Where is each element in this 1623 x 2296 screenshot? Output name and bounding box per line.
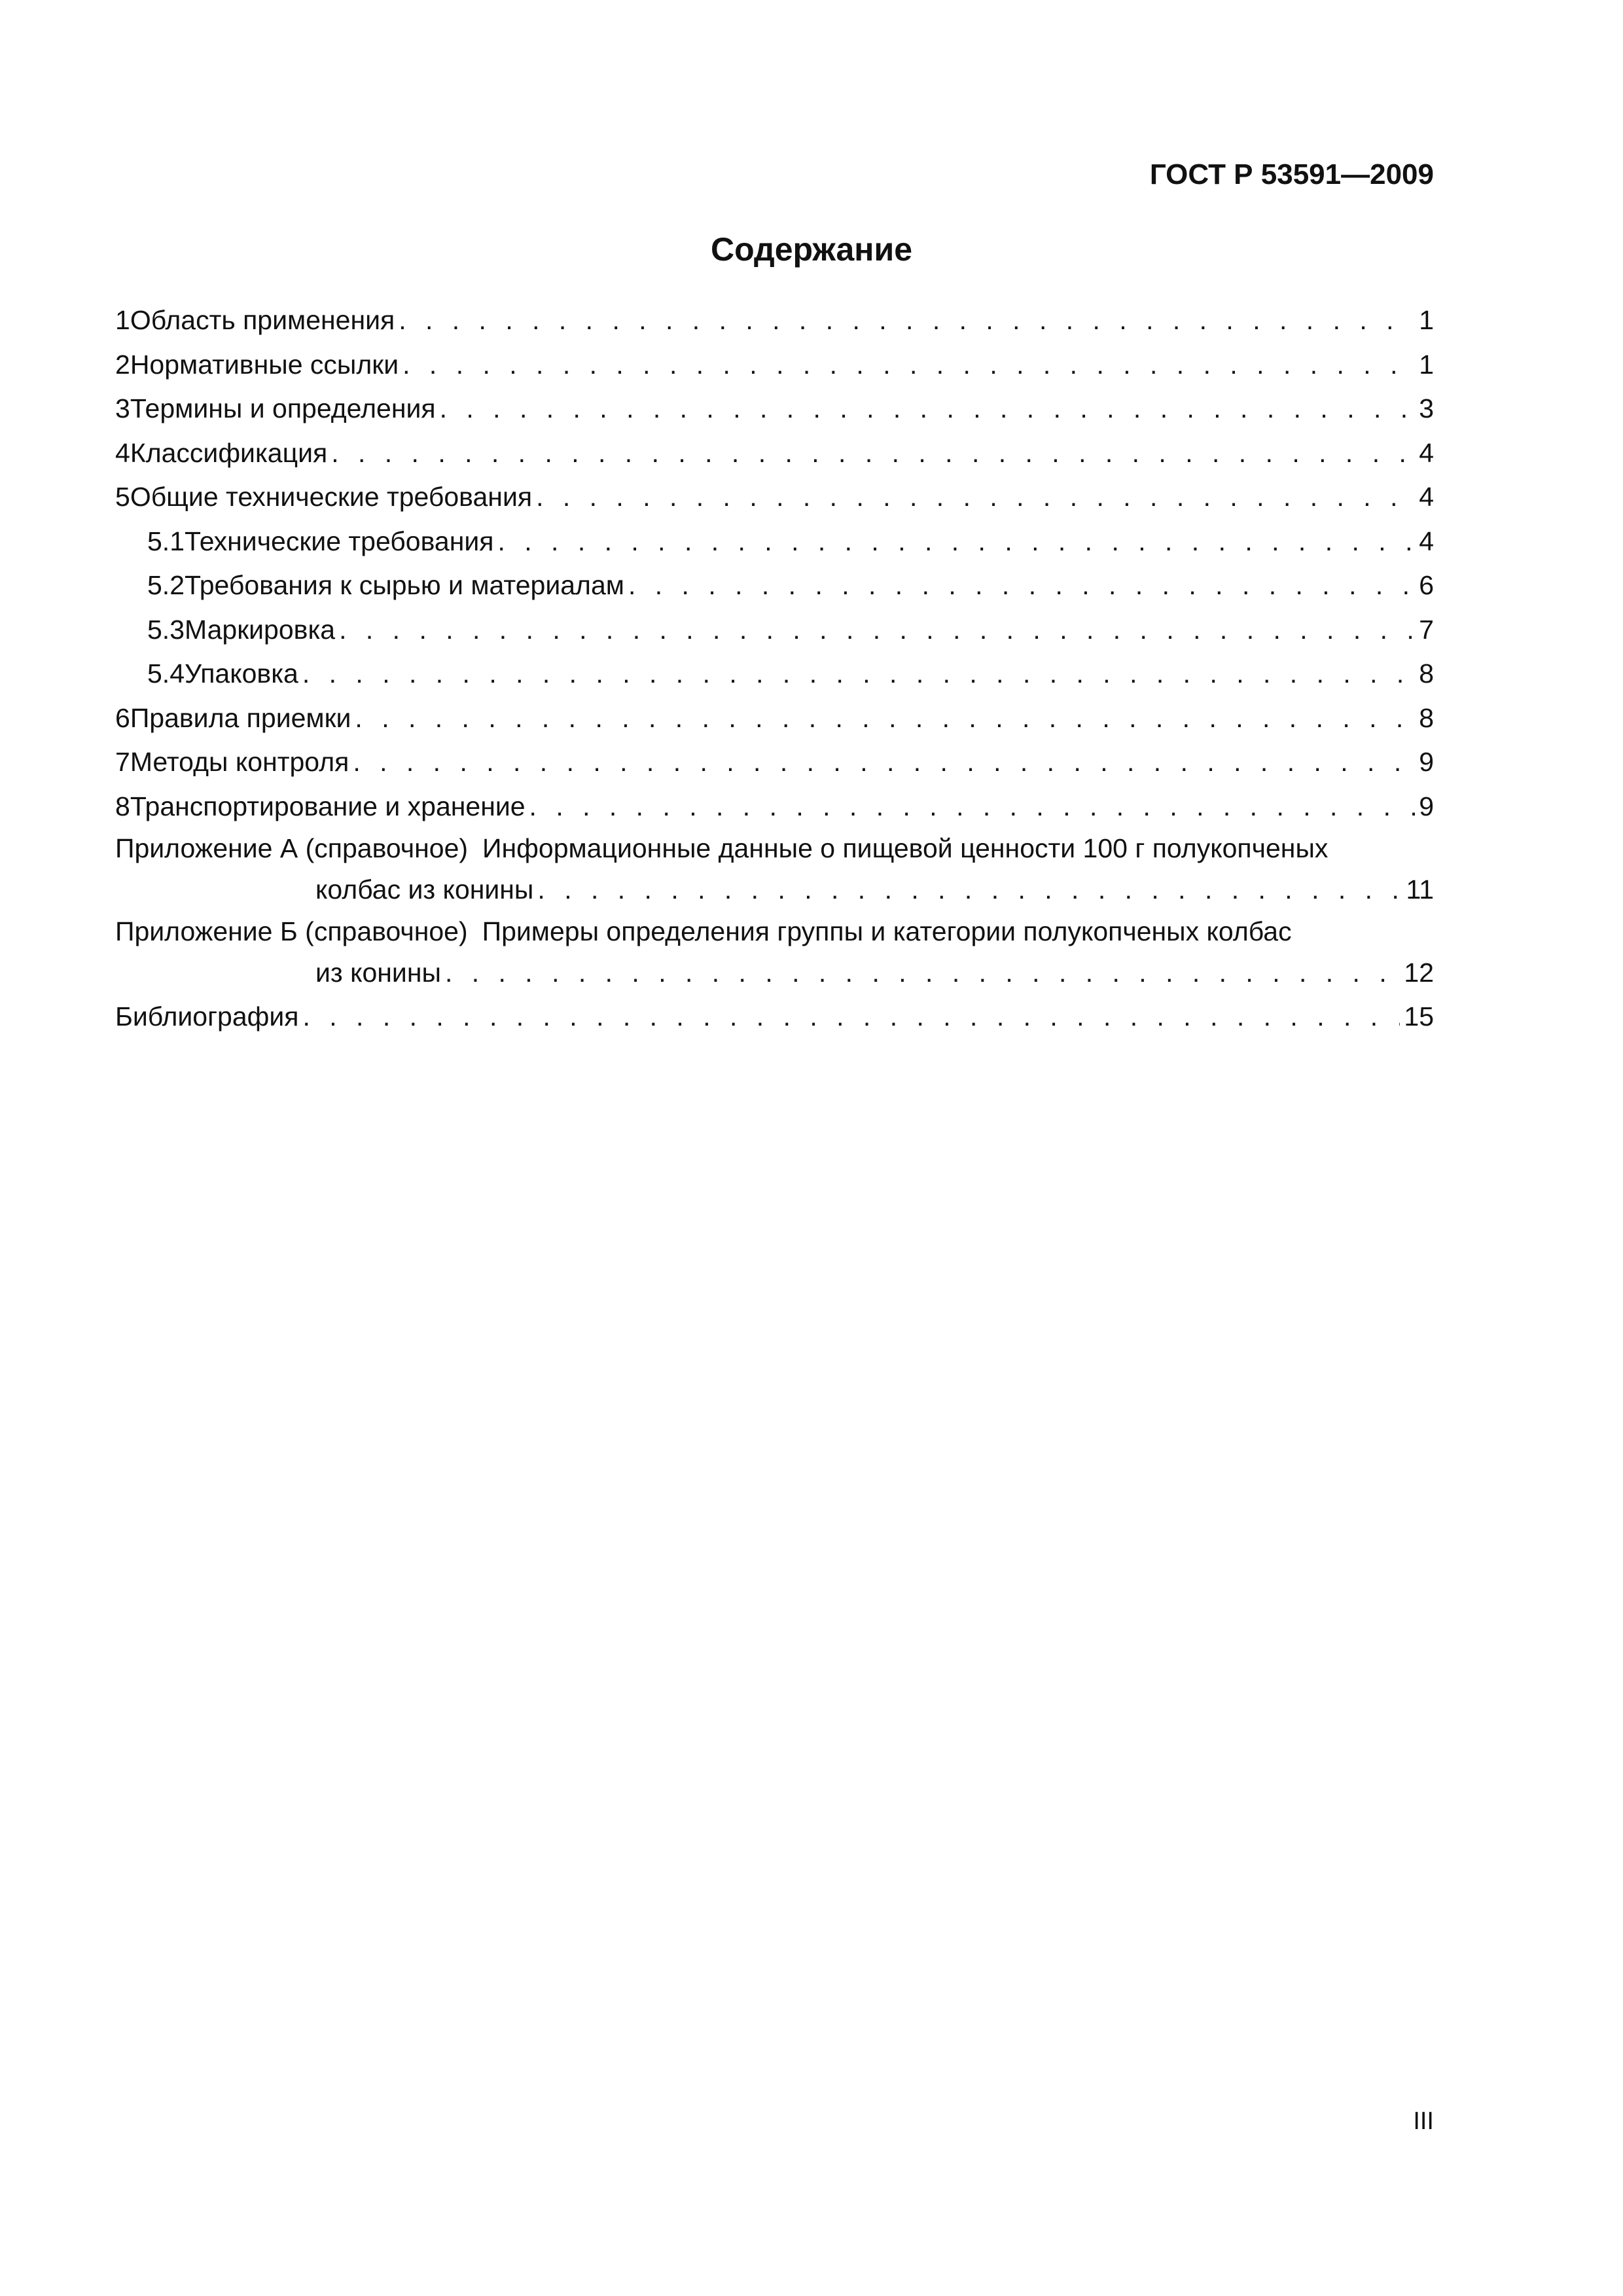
toc-entry-title: Общие технические требования: [130, 482, 533, 512]
annex-first-line: [115, 829, 1434, 868]
toc-entry-page: 8: [1419, 702, 1434, 733]
toc-entry-page: 6: [1419, 570, 1434, 600]
toc-subentry[interactable]: [115, 520, 1434, 564]
toc-entry-number: 7: [115, 747, 130, 777]
toc-entry-number: 5.2: [147, 570, 185, 600]
dot-leader: [339, 608, 1415, 653]
dot-leader: [302, 652, 1415, 696]
toc-entry[interactable]: [115, 740, 1434, 785]
table-of-contents: [115, 298, 1434, 1039]
toc-entry-title: Методы контроля: [130, 747, 349, 777]
toc-entry-number: 2: [115, 349, 130, 380]
toc-entry[interactable]: [115, 696, 1434, 741]
toc-entry-page: 9: [1419, 747, 1434, 777]
toc-entry-title: Библиография: [115, 1001, 299, 1031]
toc-entry-number: 5: [115, 482, 130, 512]
toc-entry-number: 5.4: [147, 658, 185, 689]
toc-entry-title: Нормативные ссылки: [130, 349, 399, 380]
dot-leader: [440, 387, 1416, 431]
toc-entry-page: 7: [1419, 614, 1434, 645]
annex-first-line: [115, 912, 1434, 951]
dot-leader: [331, 431, 1415, 476]
page-number: III: [1413, 2108, 1434, 2135]
toc-entry-page: 9: [1419, 791, 1434, 821]
toc-subentry[interactable]: [115, 564, 1434, 608]
toc-entry-page: 12: [1404, 958, 1434, 988]
toc-entry-page: 3: [1419, 393, 1434, 423]
toc-entry-number: 5.1: [147, 526, 185, 556]
toc-entry-number: 6: [115, 702, 130, 733]
toc-entry-page: 4: [1419, 526, 1434, 556]
dot-leader: [445, 951, 1400, 995]
toc-entry-title: Технические требования: [185, 526, 494, 556]
toc-entry-page: 4: [1419, 437, 1434, 468]
toc-entry-title: Транспортирование и хранение: [130, 791, 526, 821]
toc-subentry[interactable]: [115, 608, 1434, 653]
toc-entry[interactable]: [115, 431, 1434, 476]
toc-entry-title: Термины и определения: [130, 393, 436, 423]
toc-title: Содержание: [710, 231, 913, 268]
dot-leader: [302, 995, 1400, 1039]
standard-code: ГОСТ Р 53591—2009: [1149, 158, 1434, 190]
annex-label: Приложение Б (справочное): [115, 916, 468, 946]
toc-entry-title: Правила приемки: [130, 702, 351, 733]
toc-entry-page: 1: [1419, 349, 1434, 380]
toc-entry-number: 3: [115, 393, 130, 423]
dot-leader: [529, 785, 1416, 829]
toc-entry-title: Упаковка: [185, 658, 298, 689]
toc-entry-page: 4: [1419, 482, 1434, 512]
toc-annex-entry[interactable]: [115, 912, 1434, 995]
dot-leader: [628, 564, 1415, 608]
dot-leader: [353, 740, 1415, 785]
annex-title-line2: из конины: [315, 958, 441, 988]
toc-entry[interactable]: [115, 343, 1434, 387]
toc-entry-number: 1: [115, 305, 130, 335]
toc-entry-title: Маркировка: [185, 614, 336, 645]
toc-entry[interactable]: [115, 475, 1434, 520]
toc-annex-entry[interactable]: [115, 829, 1434, 912]
toc-subentry[interactable]: [115, 652, 1434, 696]
dot-leader: [536, 475, 1415, 520]
dot-leader: [399, 298, 1415, 343]
toc-entry-number: 8: [115, 791, 130, 821]
annex-title-line2: колбас из конины: [315, 874, 534, 905]
annex-title-line1: Примеры определения группы и категории полукопченых колбас: [482, 916, 1292, 946]
annex-second-line: [115, 868, 1434, 912]
toc-entry-title: Область применения: [130, 305, 395, 335]
dot-leader: [537, 868, 1402, 912]
toc-entry[interactable]: [115, 387, 1434, 431]
dot-leader: [497, 520, 1415, 564]
toc-bibliography-entry[interactable]: [115, 995, 1434, 1039]
toc-entry-page: 8: [1419, 658, 1434, 689]
toc-entry-page: 11: [1406, 874, 1434, 905]
annex-label: Приложение А (справочное): [115, 833, 469, 863]
annex-second-line: [115, 951, 1434, 995]
toc-entry-number: 5.3: [147, 614, 185, 645]
toc-entry-page: 1: [1419, 305, 1434, 335]
toc-entry-title: Требования к сырью и материалам: [185, 570, 624, 600]
dot-leader: [355, 696, 1415, 741]
toc-entry-number: 4: [115, 437, 130, 468]
toc-entry[interactable]: [115, 298, 1434, 343]
toc-entry-page: 15: [1404, 1001, 1434, 1031]
dot-leader: [402, 343, 1415, 387]
toc-entry-title: Классификация: [130, 437, 328, 468]
annex-title-line1: Информационные данные о пищевой ценности 100 г полукопченых: [482, 833, 1329, 863]
toc-entry[interactable]: [115, 785, 1434, 829]
